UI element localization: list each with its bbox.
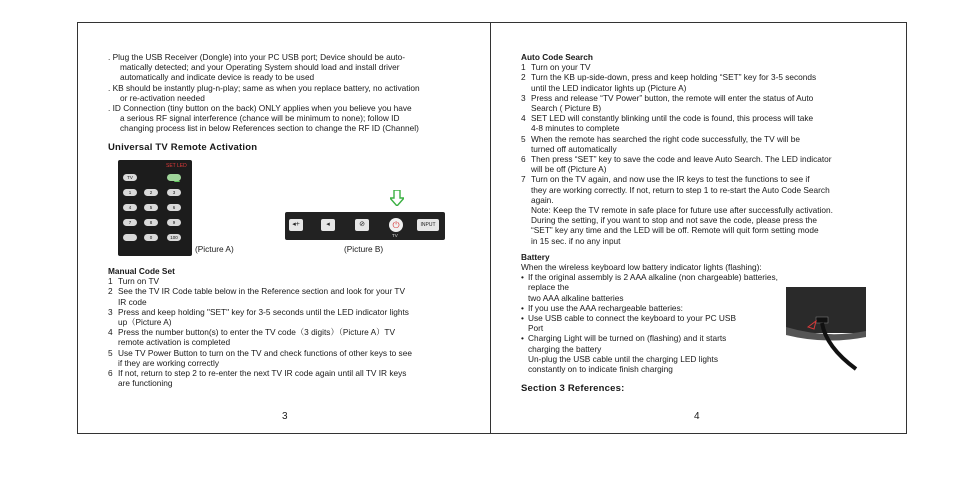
remote-key: 2: [144, 189, 158, 196]
step-line: Turn the KB up-side-down, press and keep holding “SET” key for 3-5 seconds: [531, 72, 817, 83]
step-item: [521, 72, 883, 92]
auto-code-title: Auto Code Search: [521, 52, 593, 62]
remote-keypad-picture: [118, 160, 192, 256]
step-line: Turn on your TV: [531, 62, 591, 73]
bullet-line: If the original assembly is 2 AAA alkaline (non chargeable) batteries, replace the: [528, 272, 778, 293]
battery-bullet: [521, 272, 783, 303]
step-number: 6: [521, 154, 526, 165]
remote-key: 9: [167, 219, 181, 226]
bullet-line: Charging Light will be turned on (flashing) and it starts: [528, 333, 727, 344]
step-item: [521, 62, 883, 72]
step-item: [108, 276, 468, 286]
step-line: in 15 sec. if no any input: [531, 235, 621, 246]
step-line: 4-8 minutes to complete: [531, 123, 620, 134]
down-arrow-icon: [390, 190, 404, 206]
step-line: up（Picture A): [118, 317, 172, 328]
caption-picture-b: (Picture B): [344, 244, 384, 254]
step-item: [108, 286, 468, 306]
mute-icon: ⊘: [355, 219, 369, 231]
step-item: [521, 174, 883, 245]
left-page: [108, 52, 468, 153]
step-line: until the LED indicator lights up (Picture A): [531, 82, 687, 93]
step-number: 2: [108, 286, 113, 297]
step-item: [108, 307, 468, 327]
step-line: Use TV Power Button to turn on the TV and check functions of other keys to see: [118, 347, 412, 358]
remote-key: TV: [123, 174, 137, 181]
step-line: If not, return to step 2 to re-enter the next TV IR code again until all TV IR keys: [118, 368, 407, 379]
step-item: [108, 327, 468, 347]
step-line: Press and release “TV Power” button, the remote will enter the status of Auto: [531, 92, 814, 103]
remote-key: 6: [167, 204, 181, 211]
battery-bullet: [521, 303, 783, 313]
step-line: again.: [531, 194, 554, 205]
remote-key: 7: [123, 219, 137, 226]
step-item: [108, 348, 468, 368]
step-item: [108, 368, 468, 388]
step-line: turned off automatically: [531, 143, 617, 154]
manual-code-title: Manual Code Set: [108, 266, 175, 276]
battery-bullet: [521, 313, 783, 333]
enter-key: [123, 234, 137, 241]
bullet-line: Port: [528, 323, 544, 334]
bullet-dot: •: [521, 333, 524, 344]
step-line: they are working correctly. If not, return to step 1 to re-start the Auto Code Search: [531, 184, 830, 195]
battery-bullet: [521, 333, 783, 374]
step-line: Then press “SET” key to save the code and leave Auto Search. The LED indicator: [531, 154, 832, 165]
bullet-dot: •: [521, 313, 524, 324]
step-item: [521, 93, 883, 113]
step-line: Press and keep holding "SET" key for 3-5 seconds until the LED indicator lights: [118, 306, 409, 317]
step-number: 6: [108, 368, 113, 379]
remote-key: 8: [144, 219, 158, 226]
step-number: 4: [108, 327, 113, 338]
step-line: “SET” key any time and the LED will be off. Remote will quit form setting mode: [531, 225, 819, 236]
intro-line: . KB should be instantly plug-n-play; same as when you replace battery, no activation: [108, 82, 420, 93]
section-title-tv-remote: Universal TV Remote Activation: [108, 141, 258, 153]
page-number-left: 3: [282, 411, 288, 422]
intro-line: matically detected; and your Operating System should load and install driver: [120, 62, 400, 73]
auto-steps: [521, 62, 883, 246]
remote-key: 4: [123, 204, 137, 211]
remote-key: 1: [123, 189, 137, 196]
step-line: During the setting, if you want to stop and not save the code, please press the: [531, 215, 817, 226]
intro-item: [108, 83, 468, 103]
caption-picture-a: (Picture A): [195, 244, 234, 254]
step-number: 1: [521, 62, 526, 73]
page-divider: [490, 22, 491, 434]
battery-title: Battery: [521, 251, 550, 262]
intro-list: [108, 52, 468, 134]
battery-intro: When the wireless keyboard low battery indicator lights (flashing):: [521, 262, 762, 273]
intro-line: . ID Connection (tiny button on the back) ONLY applies when you believe you have: [108, 103, 412, 114]
step-number: 7: [521, 174, 526, 185]
remote-key: 5: [144, 204, 158, 211]
battery-bullets: [521, 272, 783, 374]
manual-code-section: [108, 266, 468, 388]
page-number-right: 4: [694, 411, 700, 422]
step-number: 5: [521, 133, 526, 144]
bullet-line: Use USB cable to connect the keyboard to your PC USB: [528, 313, 736, 324]
intro-item: [108, 103, 468, 134]
step-number: 3: [108, 306, 113, 317]
step-number: 1: [108, 276, 113, 287]
step-line: remote activation is completed: [118, 337, 231, 348]
step-line: Turn on the TV again, and now use the IR keys to test the functions to see if: [531, 174, 810, 185]
step-line: See the TV IR Code table below in the Reference section and look for your TV: [118, 286, 406, 297]
intro-item: [108, 52, 468, 83]
step-item: [521, 154, 883, 174]
step-item: [521, 134, 883, 154]
volume-down-icon: ◂: [321, 219, 335, 231]
step-item: [521, 113, 883, 133]
intro-line: changing process list in below References section to change the RF ID (Channel): [120, 123, 419, 134]
step-line: SET LED will constantly blinking until the code is found, this process will take: [531, 113, 814, 124]
remote-key: 0: [144, 234, 158, 241]
bullet-dot: •: [521, 272, 524, 283]
remote-key: 100: [167, 234, 181, 241]
step-line: When the remote has searched the right code successfully, the TV will be: [531, 133, 801, 144]
step-line: Turn on TV: [118, 276, 160, 287]
intro-line: automatically and indicate device is ready to be used: [120, 72, 315, 83]
step-number: 3: [521, 92, 526, 103]
bullet-dot: •: [521, 302, 524, 313]
volume-up-icon: ◂+: [289, 219, 303, 231]
section-title-references: Section 3 References:: [521, 383, 625, 395]
step-number: 5: [108, 347, 113, 358]
power-button-icon: ⏻: [389, 218, 403, 232]
step-line: will be off (Picture A): [531, 164, 607, 175]
step-number: 4: [521, 113, 526, 124]
laptop-usb-photo: [786, 287, 866, 371]
step-line: Search ( Picture B): [531, 103, 602, 114]
bullet-line: charging the battery: [528, 343, 602, 354]
tv-label: TV: [392, 233, 398, 238]
intro-line: a serious RF signal interference (chance will be minimum to none); follow ID: [120, 113, 400, 124]
bullet-line: If you use the AAA rechargeable batteries:: [528, 302, 683, 313]
intro-line: . Plug the USB Receiver (Dongle) into your PC USB port; Device should be auto-: [108, 52, 405, 62]
step-line: Press the number button(s) to enter the TV code（3 digits）（Picture A）TV: [118, 327, 395, 338]
tv-button-panel: [285, 212, 445, 240]
input-button: INPUT: [417, 219, 439, 231]
step-line: IR code: [118, 296, 147, 307]
step-line: Note: Keep the TV remote in safe place for future use after successfully activation.: [531, 205, 833, 216]
set-key: [167, 174, 181, 181]
set-led-label: SET LED: [166, 163, 187, 169]
bullet-line: two AAA alkaline batteries: [528, 292, 624, 303]
intro-line: or re-activation needed: [120, 92, 205, 103]
bullet-line: constantly on to indicate finish charging: [528, 364, 673, 375]
remote-key: 3: [167, 189, 181, 196]
step-line: are functioning: [118, 378, 173, 389]
step-line: if they are working correctly: [118, 357, 219, 368]
manual-steps: [108, 276, 468, 388]
step-number: 2: [521, 72, 526, 83]
bullet-line: Un-plug the USB cable until the charging LED lights: [528, 353, 719, 364]
